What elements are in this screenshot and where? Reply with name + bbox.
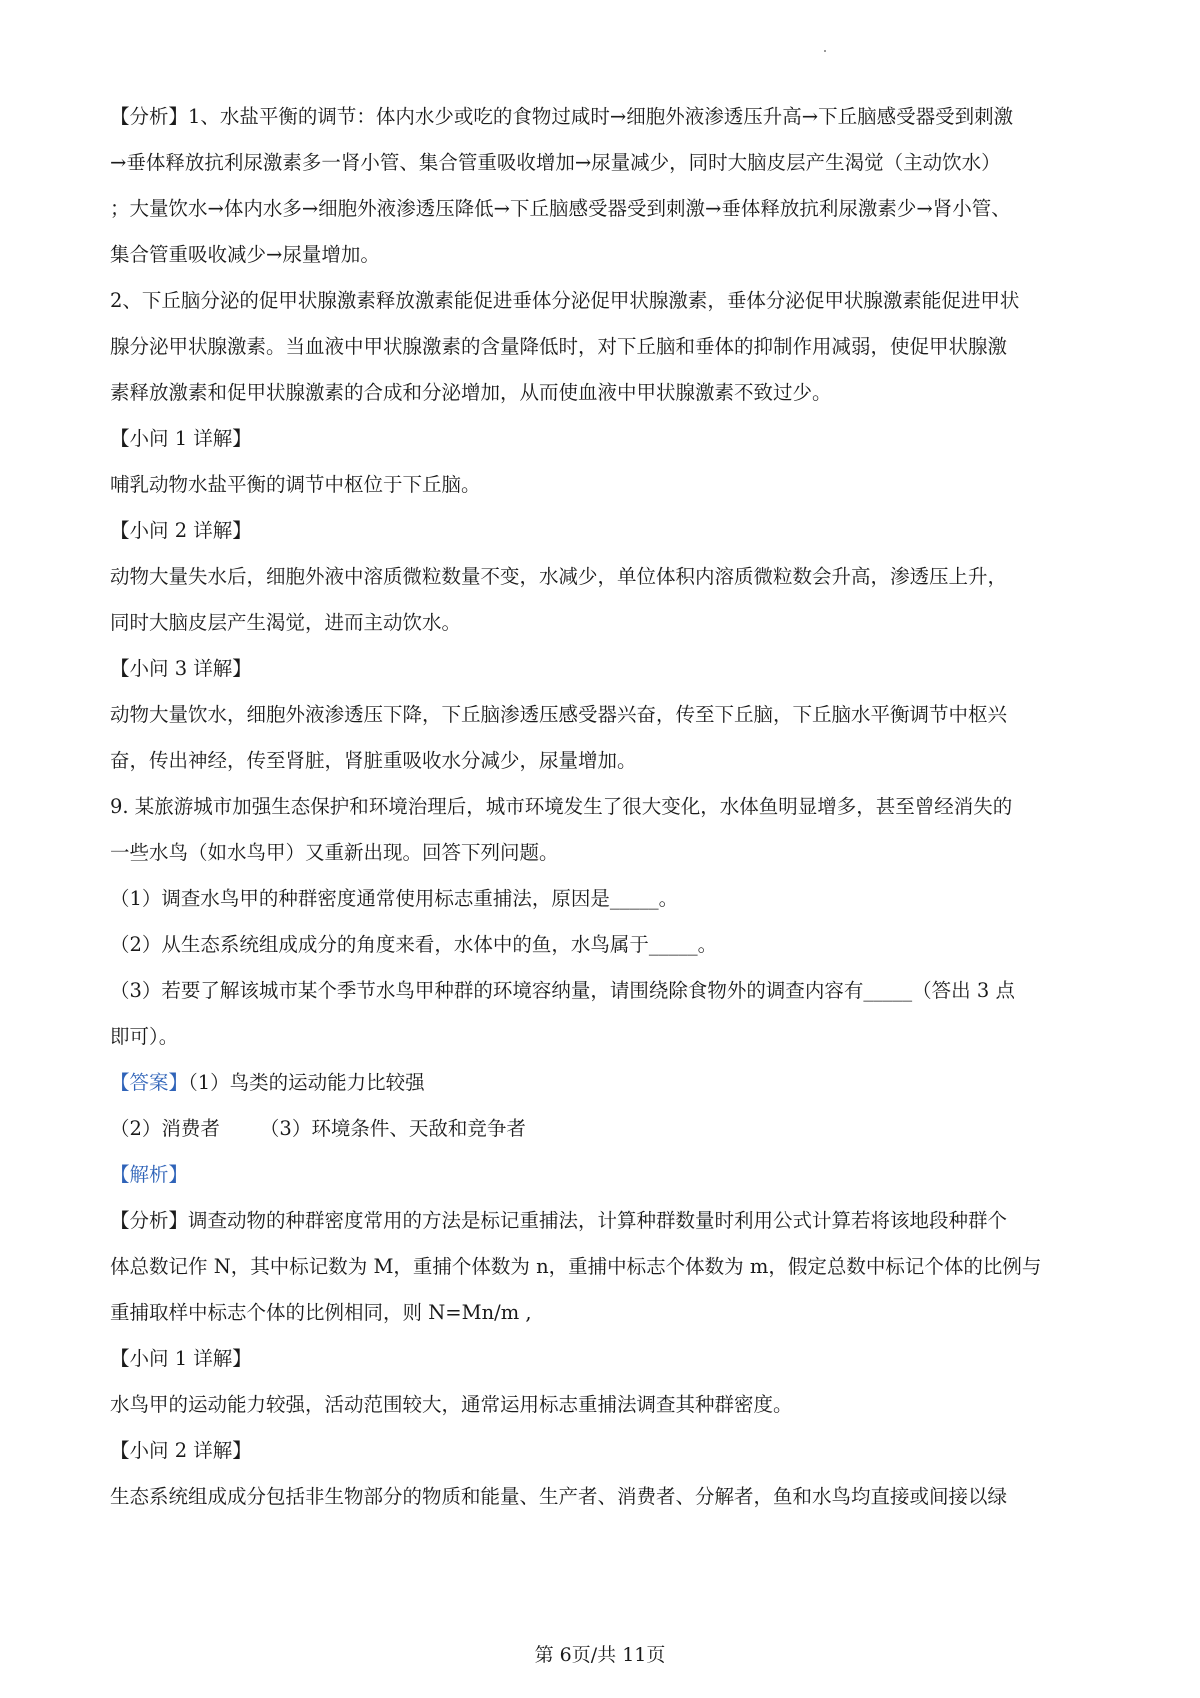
text-line: 2、下丘脑分泌的促甲状腺激素释放激素能促进垂体分泌促甲状腺激素，垂体分泌促甲状腺激素能促进甲状 [110, 289, 1020, 312]
text-line: →垂体释放抗利尿激素多一肾小管、集合管重吸收增加→尿量减少，同时大脑皮层产生渴觉（主动饮水） [110, 151, 1001, 174]
section-heading: 【小问 2 详解】 [110, 519, 252, 542]
answer-line [110, 1060, 1100, 1106]
answer-1: （1）鸟类的运动能力比较强 [188, 1071, 425, 1094]
section-heading: 【小问 3 详解】 [110, 657, 252, 680]
answer-label: 【答案】 [110, 1071, 189, 1094]
question-part: （2）从生态系统组成成分的角度来看，水体中的鱼，水鸟属于_____。 [110, 933, 718, 956]
text-line: 体总数记作 N，其中标记数为 M，重捕个体数为 n，重捕中标志个体数为 m，假定总数中标记个体的比例与 [110, 1255, 1042, 1278]
text-line: 重捕取样中标志个体的比例相同，则 N=Mn/m , [110, 1301, 532, 1324]
scan-dot [824, 50, 826, 52]
page-footer: 第 6页/共 11页 [534, 1644, 666, 1666]
section-heading: 【小问 1 详解】 [110, 427, 252, 450]
text-line: 动物大量失水后，细胞外液中溶质微粒数量不变，水减少，单位体积内溶质微粒数会升高，渗透压上升， [110, 565, 1008, 588]
question-text: 一些水鸟（如水鸟甲）又重新出现。回答下列问题。 [110, 841, 559, 864]
answer-2: （2）消费者 [110, 1117, 220, 1140]
text-line: 【分析】调查动物的种群密度常用的方法是标记重捕法，计算种群数量时利用公式计算若将该地段种群个 [110, 1209, 1008, 1232]
text-line: 【分析】1、水盐平衡的调节：体内水少或吃的食物过咸时→细胞外液渗透压升高→下丘脑感受器受到刺激 [110, 105, 1014, 128]
answer-3: （3）环境条件、天敌和竞争者 [259, 1117, 526, 1140]
text-line: 腺分泌甲状腺激素。当血液中甲状腺激素的含量降低时，对下丘脑和垂体的抑制作用减弱，使促甲状腺激 [110, 335, 1008, 358]
question-part: （1）调查水鸟甲的种群密度通常使用标志重捕法，原因是_____。 [110, 887, 679, 910]
section-heading: 【小问 2 详解】 [110, 1439, 252, 1462]
text-line: 素释放激素和促甲状腺激素的合成和分泌增加，从而使血液中甲状腺激素不致过少。 [110, 381, 832, 404]
question-part: （3）若要了解该城市某个季节水鸟甲种群的环境容纳量，请围绕除食物外的调查内容有_____（答出 3 点 [110, 979, 1015, 1002]
answer-line [110, 1106, 1100, 1152]
text-line: 水鸟甲的运动能力较强，活动范围较大，通常运用标志重捕法调查其种群密度。 [110, 1393, 793, 1416]
section-heading: 【小问 1 详解】 [110, 1347, 252, 1370]
text-line: 集合管重吸收减少→尿量增加。 [110, 243, 380, 266]
text-line: 生态系统组成成分包括非生物部分的物质和能量、生产者、消费者、分解者，鱼和水鸟均直接或间接以绿 [110, 1485, 1008, 1508]
question-text: 9. 某旅游城市加强生态保护和环境治理后，城市环境发生了很大变化，水体鱼明显增多，甚至曾经消失的 [110, 795, 1013, 818]
text-line: ；大量饮水→体内水多→细胞外液渗透压降低→下丘脑感受器受到刺激→垂体释放抗利尿激素少→肾小管、 [110, 197, 1011, 220]
analysis-label: 【解析】 [110, 1163, 189, 1186]
text-line: 奋，传出神经，传至肾脏，肾脏重吸收水分减少，尿量增加。 [110, 749, 637, 772]
text-line: 哺乳动物水盐平衡的调节中枢位于下丘脑。 [110, 473, 481, 496]
question-part: 即可）。 [110, 1025, 179, 1048]
text-line: 同时大脑皮层产生渴觉，进而主动饮水。 [110, 611, 462, 634]
document-body [110, 94, 1100, 1520]
text-line: 动物大量饮水，细胞外液渗透压下降，下丘脑渗透压感受器兴奋，传至下丘脑，下丘脑水平衡调节中枢兴 [110, 703, 1008, 726]
